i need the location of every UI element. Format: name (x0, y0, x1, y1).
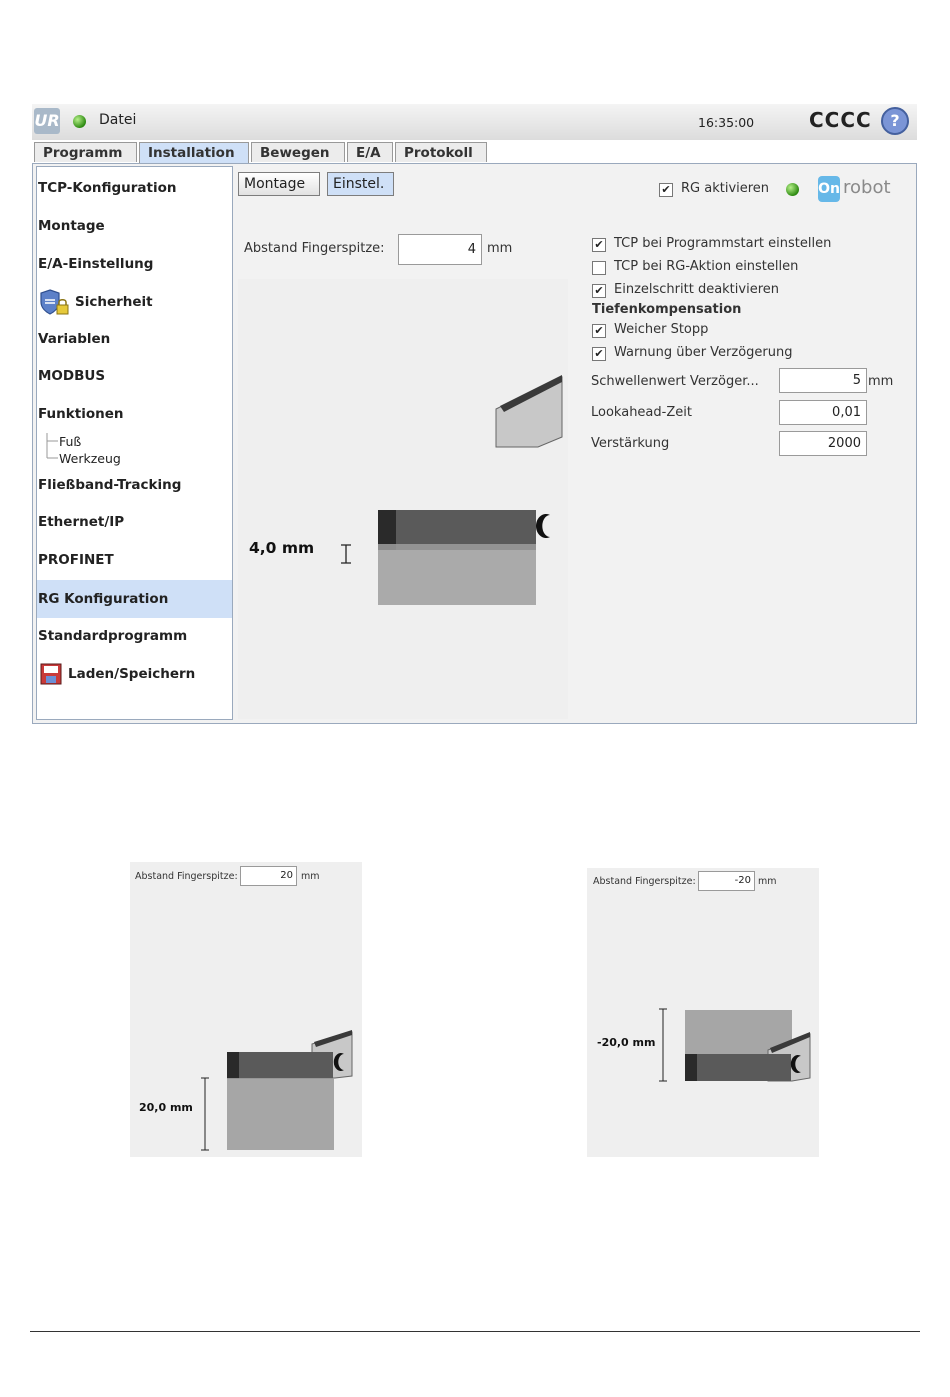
sidebar-item-standardprogramm[interactable]: Standardprogramm (38, 628, 188, 644)
schwellenwert-input[interactable]: 5 (779, 368, 867, 393)
rg-aktivieren-checkbox[interactable]: ✔ (659, 183, 673, 197)
tcp-program-start-label: TCP bei Programmstart einstellen (614, 236, 832, 251)
title-bar (32, 104, 917, 140)
einstel-button[interactable]: Einstel. (327, 172, 394, 196)
sidebar-item-tcp[interactable]: TCP-Konfiguration (38, 180, 177, 196)
verstaerkung-label: Verstärkung (591, 436, 670, 451)
help-icon[interactable]: ? (881, 107, 909, 135)
shield-lock-icon (39, 288, 71, 318)
example-positive-unit: mm (301, 871, 320, 882)
warnung-checkbox[interactable]: ✔ (592, 347, 606, 361)
example-negative-measure: -20,0 mm (597, 1036, 656, 1049)
status-led-icon (73, 115, 86, 128)
sidebar-item-label: Sicherheit (75, 294, 153, 310)
tab-bewegen[interactable]: Bewegen (251, 142, 345, 162)
weicher-stopp-label: Weicher Stopp (614, 322, 709, 337)
sidebar-item-funktionen[interactable]: Funktionen (38, 406, 124, 422)
sidebar-item-profinet[interactable]: PROFINET (38, 552, 114, 568)
tab-protokoll[interactable]: Protokoll (395, 142, 487, 162)
example-negative (587, 868, 819, 1157)
sidebar-sub-fuss[interactable]: Fuß (59, 434, 82, 449)
example-negative-drawing (587, 868, 819, 1157)
sidebar-item-ethernet[interactable]: Ethernet/IP (38, 514, 125, 530)
gripper-drawing (238, 279, 568, 719)
fingertip-measure-label: 4,0 mm (249, 539, 315, 557)
sidebar-item-fliessband[interactable]: Fließband-Tracking (38, 477, 182, 493)
sidebar-item-label: Laden/Speichern (68, 666, 196, 682)
example-negative-unit: mm (758, 876, 777, 887)
tab-installation[interactable]: Installation (139, 142, 249, 165)
clock: 16:35:00 (698, 115, 755, 130)
tcp-rg-action-label: TCP bei RG-Aktion einstellen (614, 259, 799, 274)
installation-window (32, 104, 917, 724)
onrobot-brand: robot (843, 177, 891, 198)
example-positive-measure: 20,0 mm (139, 1101, 193, 1114)
sidebar-item-modbus[interactable]: MODBUS (38, 368, 106, 384)
onrobot-logo-icon: On (818, 176, 840, 202)
depth-heading: Tiefenkompensation (592, 302, 742, 317)
tab-programm[interactable]: Programm (34, 142, 137, 162)
sidebar-item-rg-konfiguration[interactable]: RG Konfiguration (37, 580, 232, 618)
lookahead-label: Lookahead-Zeit (591, 405, 692, 420)
example-positive-input: 20 (240, 866, 297, 886)
file-menu[interactable]: Datei (99, 112, 137, 128)
example-positive-label: Abstand Fingerspitze: (135, 871, 238, 882)
installation-sidebar (36, 166, 233, 720)
fingertip-unit: mm (487, 241, 513, 256)
floppy-icon (40, 663, 62, 685)
schwellenwert-label: Schwellenwert Verzöger... (591, 374, 759, 389)
lookahead-input[interactable]: 0,01 (779, 400, 867, 425)
tcp-rg-action-checkbox[interactable] (592, 261, 606, 275)
sidebar-item-laden[interactable] (37, 656, 232, 692)
sidebar-item-ea[interactable]: E/A-Einstellung (38, 256, 154, 272)
tcp-program-start-checkbox[interactable]: ✔ (592, 238, 606, 252)
robot-name: CCCC (809, 108, 872, 132)
tab-ea[interactable]: E/A (347, 142, 393, 162)
sidebar-sub-werkzeug[interactable]: Werkzeug (59, 451, 121, 466)
installation-panel (32, 163, 917, 724)
tool-preview (238, 279, 568, 719)
einzelschritt-label: Einzelschritt deaktivieren (614, 282, 779, 297)
warnung-label: Warnung über Verzögerung (614, 345, 793, 360)
rg-status-led-icon (786, 183, 799, 196)
ur-logo: UR (34, 108, 60, 134)
example-positive (130, 862, 362, 1157)
example-negative-label: Abstand Fingerspitze: (593, 876, 696, 887)
verstaerkung-input[interactable]: 2000 (779, 431, 867, 456)
fingertip-label: Abstand Fingerspitze: (244, 241, 385, 256)
sidebar-item-montage[interactable]: Montage (38, 218, 105, 234)
einzelschritt-checkbox[interactable]: ✔ (592, 284, 606, 298)
tree-lines (46, 433, 60, 463)
schwellenwert-unit: mm (868, 374, 894, 389)
page-divider (30, 1331, 920, 1332)
example-negative-input: -20 (698, 871, 755, 891)
montage-button[interactable]: Montage (238, 172, 320, 196)
weicher-stopp-checkbox[interactable]: ✔ (592, 324, 606, 338)
fingertip-input[interactable]: 4 (398, 234, 482, 265)
sidebar-item-variablen[interactable]: Variablen (38, 331, 111, 347)
rg-aktivieren-label: RG aktivieren (681, 181, 770, 196)
